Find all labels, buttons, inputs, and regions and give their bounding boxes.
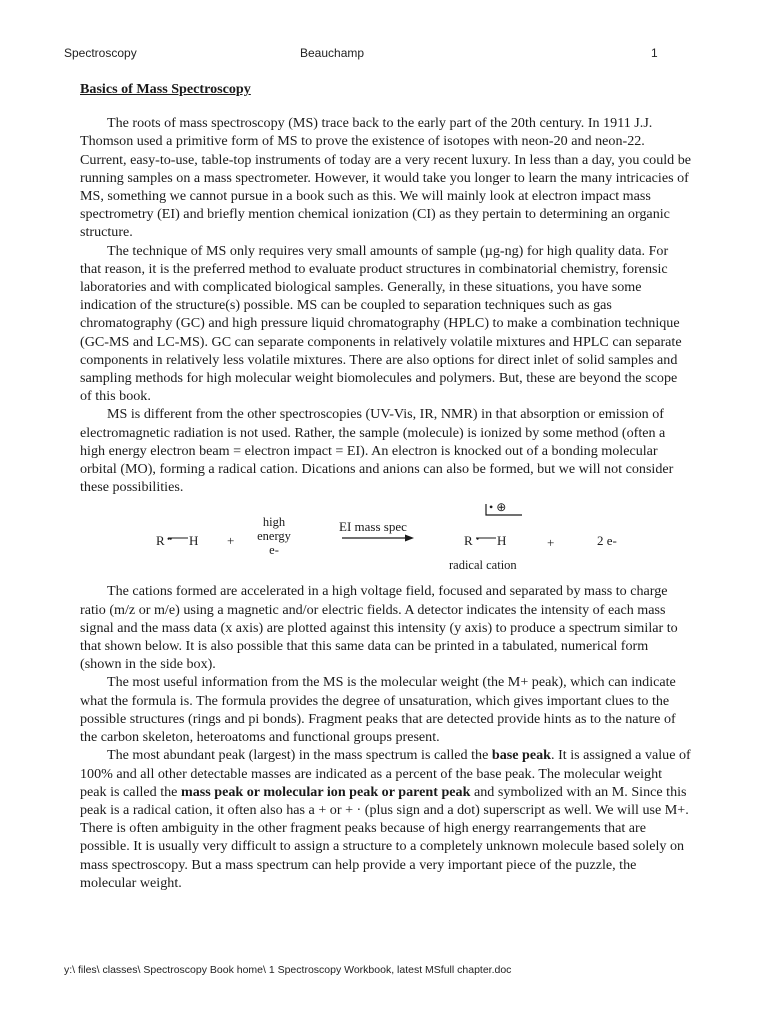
single-electron-dot: • [476,534,480,545]
product-bond-line [476,536,496,540]
reaction-arrow-icon [342,533,414,543]
electron-pair-dots: •• [167,534,172,545]
base-peak-text-b: . It is assigned a value of 100% and all other detectable masses are indicated as a percent of the base peak. The molecular weight peak is called the [80,747,691,800]
product-r: R [464,533,473,549]
paragraph-base-peak [80,746,692,892]
radical-cation-charge-symbols: • ⊕ [489,500,507,515]
footer-file-path: y:\ files\ classes\ Spectroscopy Book home\ 1 Spectroscopy Workbook, latest MSfull chapter.doc [64,964,512,976]
header-center: Beauchamp [300,46,365,60]
energy-label [250,515,298,557]
energy-line-2: energy [257,529,291,544]
energy-line-1: high [262,515,286,530]
header-left: Spectroscopy [64,46,137,60]
plus-sign-2: + [547,535,555,551]
paragraph-technique: The technique of MS only requires very small amounts of sample (µg-ng) for high quality data. For that reason, it is the preferred method to evaluate product structures in combinatorial chemistry, forensic laboratories and with complicated biological samples. Generally, in these situations, you have some indication of the structure(s) possible. MS can be coupled to separation techniques such as gas chromatography (GC) and high pressure liquid chromatography (HPLC) to make a combination technique (GC-MS and LC-MS). GC can separate components in relatively volatile mixtures and HPLC can separate components in relatively less volatile mixtures. There are also options for direct inlet of solid samples and sampling methods for high molecular weight biomolecules and polymers. But, these are beyond the scope of this book. [80,242,682,405]
arrow-label: EI mass spec [339,519,407,535]
electrons-released: 2 e- [597,533,617,549]
product-h: H [497,533,507,549]
paragraph-history: The roots of mass spectroscopy (MS) trace back to the early part of the 20th century. In 1911 J.J. Thomson used a primitive form of MS to prove the existence of isotopes with neon-20 and neon-22. Current, easy-to-use, table-top instruments of today are a very recent luxury. In less than a day, you could be running samples on a mass spectrometer. However, it would take you longer to learn the many intricacies of MS, something we cannot pursue in a book such as this. We will mainly look at electron impact mass spectrometry (EI) and briefly mention chemical ionization (CI) as they pertain to determining an organic structure. [80,115,692,241]
reactant-bond-line [168,536,188,540]
reactant-r: R [156,533,165,549]
paragraph-molecular-weight: The most useful information from the MS is the molecular weight (the M+ peak), which can indicate what the formula is. The formula provides the degree of unsaturation, which gives important clues to the possible structures (rings and pi bonds). Fragment peaks that are detected provide hints as to the nature of the carbon skeleton, heteroatoms and functional groups present. [80,674,676,746]
base-peak-text-c: and symbolized with an M. Since this peak is a radical cation, it often also has a + or + · (plus sign and a dot) superscript as well. We will use M+. There is often ambiguity in the other fragment peaks because of high energy rearrangements that are possible. It is usually very difficult to assign a structure to a completely unknown molecule based solely on mass spectroscopy. But a mass spectrum can help provide a very important piece of the puzzle, the molecular weight. [80,783,689,891]
document-title: Basics of Mass Spectroscopy [80,81,251,97]
paragraph-ionization: MS is different from the other spectroscopies (UV-Vis, IR, NMR) in that absorption or emission of electromagnetic radiation is not used. Rather, the sample (molecule) is ionized by some method (often a high energy electron beam = electron impact = EI). An electron is knocked out of a bonding molecular orbital (MO), forming a radical cation. Dications and anions can also be formed, but we will not consider these possibilities. [80,406,674,496]
mass-peak-term: mass peak or molecular ion peak or parent peak [180,783,471,800]
base-peak-text-a: The most abundant peak (largest) in the mass spectrum is called the [107,747,492,764]
ionization-reaction-diagram [80,496,692,582]
radical-cation-label: radical cation [449,558,517,573]
paragraph-cations: The cations formed are accelerated in a high voltage field, focused and separated by mass to charge ratio (m/z or m/e) using a magnetic and/or electric fields. A detector indicates the intensity of each mass signal and the mass data (x axis) are plotted against this intensity (y axis) to produce a spectrum similar to that shown below. It is also possible that this same data can be printed in a tabulated, numerical form (shown in the side box). [80,583,678,673]
base-peak-term: base peak [491,747,552,764]
document-body [80,80,692,892]
page-number: 1 [651,46,658,60]
energy-line-3: e- [269,543,279,558]
reactant-h: H [189,533,199,549]
plus-sign-1: + [227,533,235,549]
